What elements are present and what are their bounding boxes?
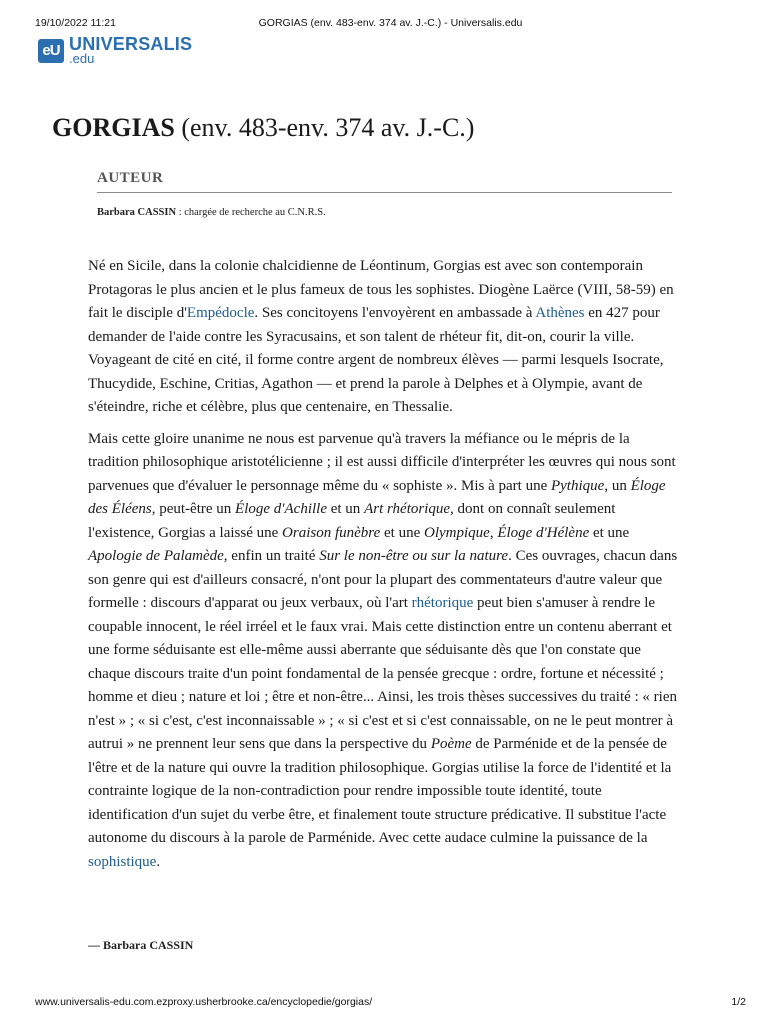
italic-title: Poème (430, 736, 472, 752)
text-run: en 427 pour demander de l'aide contre les Syracusains, et son talent de rhéteur fit, dit-on, courir la ville. Voyageant de cité en cité, il forme contre argent de nombreux élèves — parmi lesquels Isocrate, Thucydide, Eschine, Critias, Agathon — et prend la parole à Delphes et à Olympie, avant de s'éteindre, riche et célèbre, plus que centenaire, en Thessalie. (88, 305, 664, 415)
link-ath-nes[interactable]: Athènes (535, 305, 585, 321)
link-emp-docle[interactable]: Empédocle (186, 305, 255, 321)
text-run: Mais cette gloire unanime ne nous est parvenue qu'à travers la méfiance ou le mépris de la tradition philosophique aristotélicienne ; il est aussi difficile d'interpréter les œuvres qui nous sont parvenues que d'évaluer le personnage même du « sophiste ». Mis à part une (88, 430, 676, 494)
link-rh-torique[interactable]: rhétorique (411, 595, 474, 611)
print-datetime: 19/10/2022 11:21 (35, 17, 116, 29)
logo-sub: .edu (69, 51, 95, 66)
text-run: , un (604, 477, 631, 494)
text-run: et une (589, 524, 630, 541)
italic-title: Éloge des Éléens (88, 477, 666, 517)
article-signature: — Barbara CASSIN (88, 938, 194, 952)
author-credit (97, 207, 326, 218)
article-title (52, 113, 474, 143)
article-body (88, 255, 683, 882)
italic-title: Apologie de Palamède (88, 548, 224, 564)
logo-mark-icon: eU (38, 39, 64, 63)
text-run: de Parménide et de la pensée de l'être et de la nature qui ouvre la tradition philosophique. Gorgias utilise la force de l'identité et la contrainte logique de la non-contradiction pour rendre impossible toute identité, toute identification d'un sujet du verbe être, et finalement toute structure prédicative. Il substitue l'acte autonome du discours à la parole de Parménide. Avec cette audace culmine la puissance de la (88, 736, 672, 846)
paragraph-1 (88, 255, 683, 420)
article-title-name: GORGIAS (52, 113, 175, 142)
text-run: et une (380, 524, 424, 541)
italic-title: Éloge d'Achille (235, 501, 327, 517)
italic-title: Éloge d'Hélène (497, 524, 590, 541)
italic-title: Art rhétorique (364, 501, 451, 517)
text-run: . Ses concitoyens l'envoyèrent en ambassade à (254, 305, 536, 321)
text-run: . Ces ouvrages, chacun dans son genre qui est d'ailleurs consacré, n'ont pour la plupart des commentateurs d'autre valeur que formelle : discours d'apparat ou jeux verbaux, où l'art (88, 548, 678, 611)
section-heading-author: AUTEUR (97, 170, 672, 193)
italic-title: Olympique (423, 524, 490, 541)
article-title-dates: (env. 483-env. 374 av. J.-C.) (181, 113, 475, 142)
italic-title: Oraison funèbre (282, 524, 381, 541)
link-sophistique[interactable]: sophistique (88, 853, 157, 870)
text-run: , enfin un traité (223, 548, 320, 564)
paragraph-2 (88, 428, 683, 875)
author-role: : chargée de recherche au C.N.R.S. (176, 207, 326, 218)
print-page-number: 1/2 (731, 996, 746, 1008)
italic-title: Sur le non-être ou sur la nature (319, 548, 509, 564)
text-run: , (489, 524, 498, 541)
text-run: . (156, 853, 161, 870)
text-run: Né en Sicile, dans la colonie chalcidienne de Léontinum, Gorgias est avec son contemporain Protagoras le plus ancien et le plus fameux de tous les sophistes. Diogène Laërce (VIII, 58-59) en fait le disciple d' (88, 258, 674, 321)
text-run: et un (326, 501, 365, 517)
print-url: www.universalis-edu.com.ezproxy.usherbrooke.ca/encyclopedie/gorgias/ (35, 996, 373, 1008)
italic-title: Pythique (550, 477, 605, 494)
text-run: , peut-être un (151, 501, 236, 517)
print-doc-title: GORGIAS (env. 483-env. 374 av. J.-C.) - Universalis.edu (258, 17, 523, 29)
logo-name: UNIVERSALIS (69, 34, 193, 54)
text-run: , dont on connaît seulement l'existence, Gorgias a laissé une (88, 501, 616, 541)
author-name: Barbara CASSIN (97, 207, 177, 218)
text-run: peut bien s'amuser à rendre le coupable innocent, le réel irréel et le faux vrai. Mais cette distinction entre un contenu aberrant et une forme séduisante est elle-même aussi aberrante que séduisante dès que l'on constate que chaque discours traite d'un point fondamental de la pensée grecque : ordre, fortune et nécessité ; homme et dieu ; nature et loi ; être et non-être... Ainsi, les trois thèses successives du traité : « rien n'est » ; « si c'est, c'est inconnaissable » ; « si c'est et si c'est connaissable, on ne le peut montrer à autrui » ne prennent leur sens que dans la perspective du (88, 595, 678, 752)
